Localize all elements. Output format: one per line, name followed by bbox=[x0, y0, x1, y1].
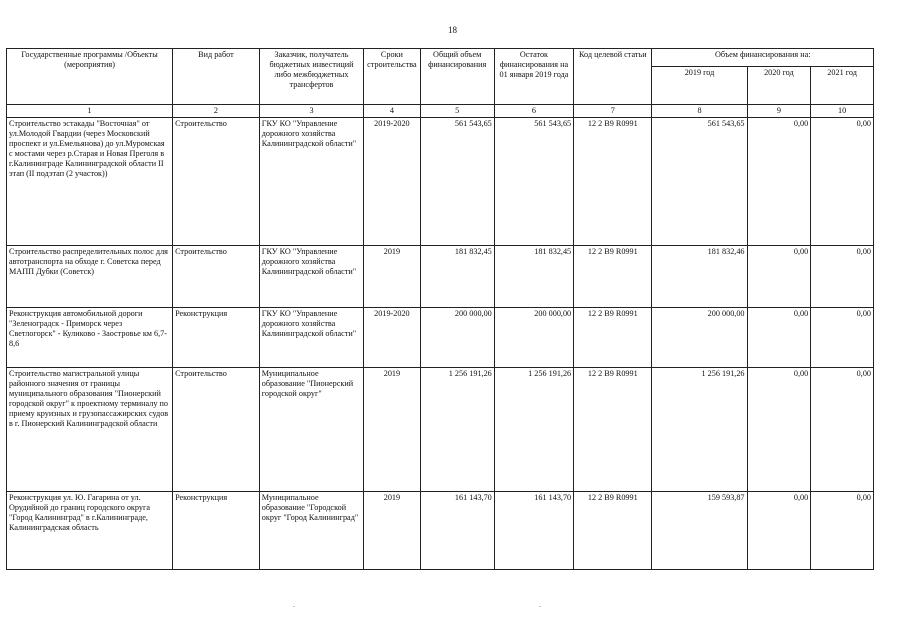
table-row bbox=[7, 246, 874, 308]
column-number: 3 bbox=[259, 105, 363, 118]
column-number-row bbox=[7, 105, 874, 118]
cell-work-type: Реконструкция bbox=[173, 492, 260, 570]
cell-remainder: 561 543,65 bbox=[494, 118, 573, 246]
header-total: Общий объем финансирования bbox=[420, 49, 494, 105]
header-2021: 2021 год bbox=[811, 67, 874, 105]
column-number: 4 bbox=[364, 105, 420, 118]
header-2020: 2020 год bbox=[747, 67, 811, 105]
cell-customer: ГКУ КО "Управление дорожного хозяйства Калининградской области" bbox=[259, 308, 363, 368]
cell-2021: 0,00 bbox=[811, 368, 874, 492]
cell-terms: 2019 bbox=[364, 492, 420, 570]
cell-remainder: 1 256 191,26 bbox=[494, 368, 573, 492]
cell-2021: 0,00 bbox=[811, 308, 874, 368]
table-row bbox=[7, 308, 874, 368]
header-work-type: Вид работ bbox=[173, 49, 260, 105]
header-2019: 2019 год bbox=[652, 67, 747, 105]
cell-2019: 561 543,65 bbox=[652, 118, 747, 246]
header-customer: Заказчик, получатель бюджетных инвестиций либо межбюджетных трансфертов bbox=[259, 49, 363, 105]
cell-2021: 0,00 bbox=[811, 492, 874, 570]
cell-program: Строительство магистральной улицы районного значения от границы муниципального образования "Пионерский городской округ" к проектному терминалу по приему круизных и грузопассажирских судов в г. Пионерский Калининградской области bbox=[7, 368, 173, 492]
cell-2019: 200 000,00 bbox=[652, 308, 747, 368]
cell-2020: 0,00 bbox=[747, 308, 811, 368]
cell-2019: 181 832,46 bbox=[652, 246, 747, 308]
header-terms: Сроки строительства bbox=[364, 49, 420, 105]
cell-program: Реконструкция автомобильной дороги "Зеленоградск - Приморск через Светлогорск" - Куликово - Заостровье км 6,7-8,6 bbox=[7, 308, 173, 368]
page-number: 18 bbox=[448, 25, 457, 35]
table-row bbox=[7, 118, 874, 246]
scan-speck: . bbox=[293, 600, 295, 609]
cell-total: 561 543,65 bbox=[420, 118, 494, 246]
cell-program: Строительство распределительных полос для автотранспорта на обходе г. Советска перед МАПП Дубки (Советск) bbox=[7, 246, 173, 308]
cell-customer: ГКУ КО "Управление дорожного хозяйства Калининградской области" bbox=[259, 118, 363, 246]
header-remainder: Остаток финансирования на 01 января 2019 года bbox=[494, 49, 573, 105]
cell-2020: 0,00 bbox=[747, 368, 811, 492]
column-number: 5 bbox=[420, 105, 494, 118]
cell-2020: 0,00 bbox=[747, 118, 811, 246]
cell-customer: Муниципальное образование "Пионерский городской округ" bbox=[259, 368, 363, 492]
cell-total: 1 256 191,26 bbox=[420, 368, 494, 492]
column-number: 10 bbox=[811, 105, 874, 118]
column-number: 1 bbox=[7, 105, 173, 118]
cell-remainder: 161 143,70 bbox=[494, 492, 573, 570]
column-number: 9 bbox=[747, 105, 811, 118]
cell-work-type: Реконструкция bbox=[173, 308, 260, 368]
cell-2019: 159 593,87 bbox=[652, 492, 747, 570]
cell-program: Реконструкция ул. Ю. Гагарина от ул. Орудийной до границ городского округа "Город Калининград" в г.Калининграде, Калининградская область bbox=[7, 492, 173, 570]
cell-customer: Муниципальное образование "Городской округ "Город Калининград" bbox=[259, 492, 363, 570]
cell-code: 12 2 В9 R0991 bbox=[574, 118, 652, 246]
cell-program: Строительство эстакады "Восточная" от ул.Молодой Гвардии (через Московский проспект и ул.Емельянова) до ул.Муромская с мостами через р.Старая и Новая Преголя в г.Калининграде Калининградской области II этап (II подэтап (2 участок)) bbox=[7, 118, 173, 246]
column-number: 8 bbox=[652, 105, 747, 118]
cell-2021: 0,00 bbox=[811, 118, 874, 246]
cell-2019: 1 256 191,26 bbox=[652, 368, 747, 492]
cell-total: 181 832,45 bbox=[420, 246, 494, 308]
column-number: 7 bbox=[574, 105, 652, 118]
cell-remainder: 181 832,45 bbox=[494, 246, 573, 308]
cell-work-type: Строительство bbox=[173, 118, 260, 246]
cell-terms: 2019-2020 bbox=[364, 308, 420, 368]
column-number: 6 bbox=[494, 105, 573, 118]
cell-total: 161 143,70 bbox=[420, 492, 494, 570]
cell-code: 12 2 В9 R0991 bbox=[574, 492, 652, 570]
cell-terms: 2019 bbox=[364, 368, 420, 492]
cell-code: 12 2 В9 R0991 bbox=[574, 308, 652, 368]
table-row bbox=[7, 492, 874, 570]
cell-customer: ГКУ КО "Управление дорожного хозяйства Калининградской области" bbox=[259, 246, 363, 308]
cell-code: 12 2 В9 R0991 bbox=[574, 246, 652, 308]
financing-table bbox=[6, 48, 874, 570]
cell-2020: 0,00 bbox=[747, 246, 811, 308]
table-row bbox=[7, 368, 874, 492]
cell-code: 12 2 В9 R0991 bbox=[574, 368, 652, 492]
cell-total: 200 000,00 bbox=[420, 308, 494, 368]
column-number: 2 bbox=[173, 105, 260, 118]
cell-remainder: 200 000,00 bbox=[494, 308, 573, 368]
header-program: Государственные программы /Объекты (мероприятия) bbox=[7, 49, 173, 105]
header-funding-group: Объем финансирования на: bbox=[652, 49, 874, 67]
cell-work-type: Строительство bbox=[173, 368, 260, 492]
cell-2021: 0,00 bbox=[811, 246, 874, 308]
header-code: Код целевой статьи bbox=[574, 49, 652, 105]
scan-speck: . bbox=[539, 600, 541, 609]
cell-terms: 2019 bbox=[364, 246, 420, 308]
cell-terms: 2019-2020 bbox=[364, 118, 420, 246]
cell-2020: 0,00 bbox=[747, 492, 811, 570]
cell-work-type: Строительство bbox=[173, 246, 260, 308]
